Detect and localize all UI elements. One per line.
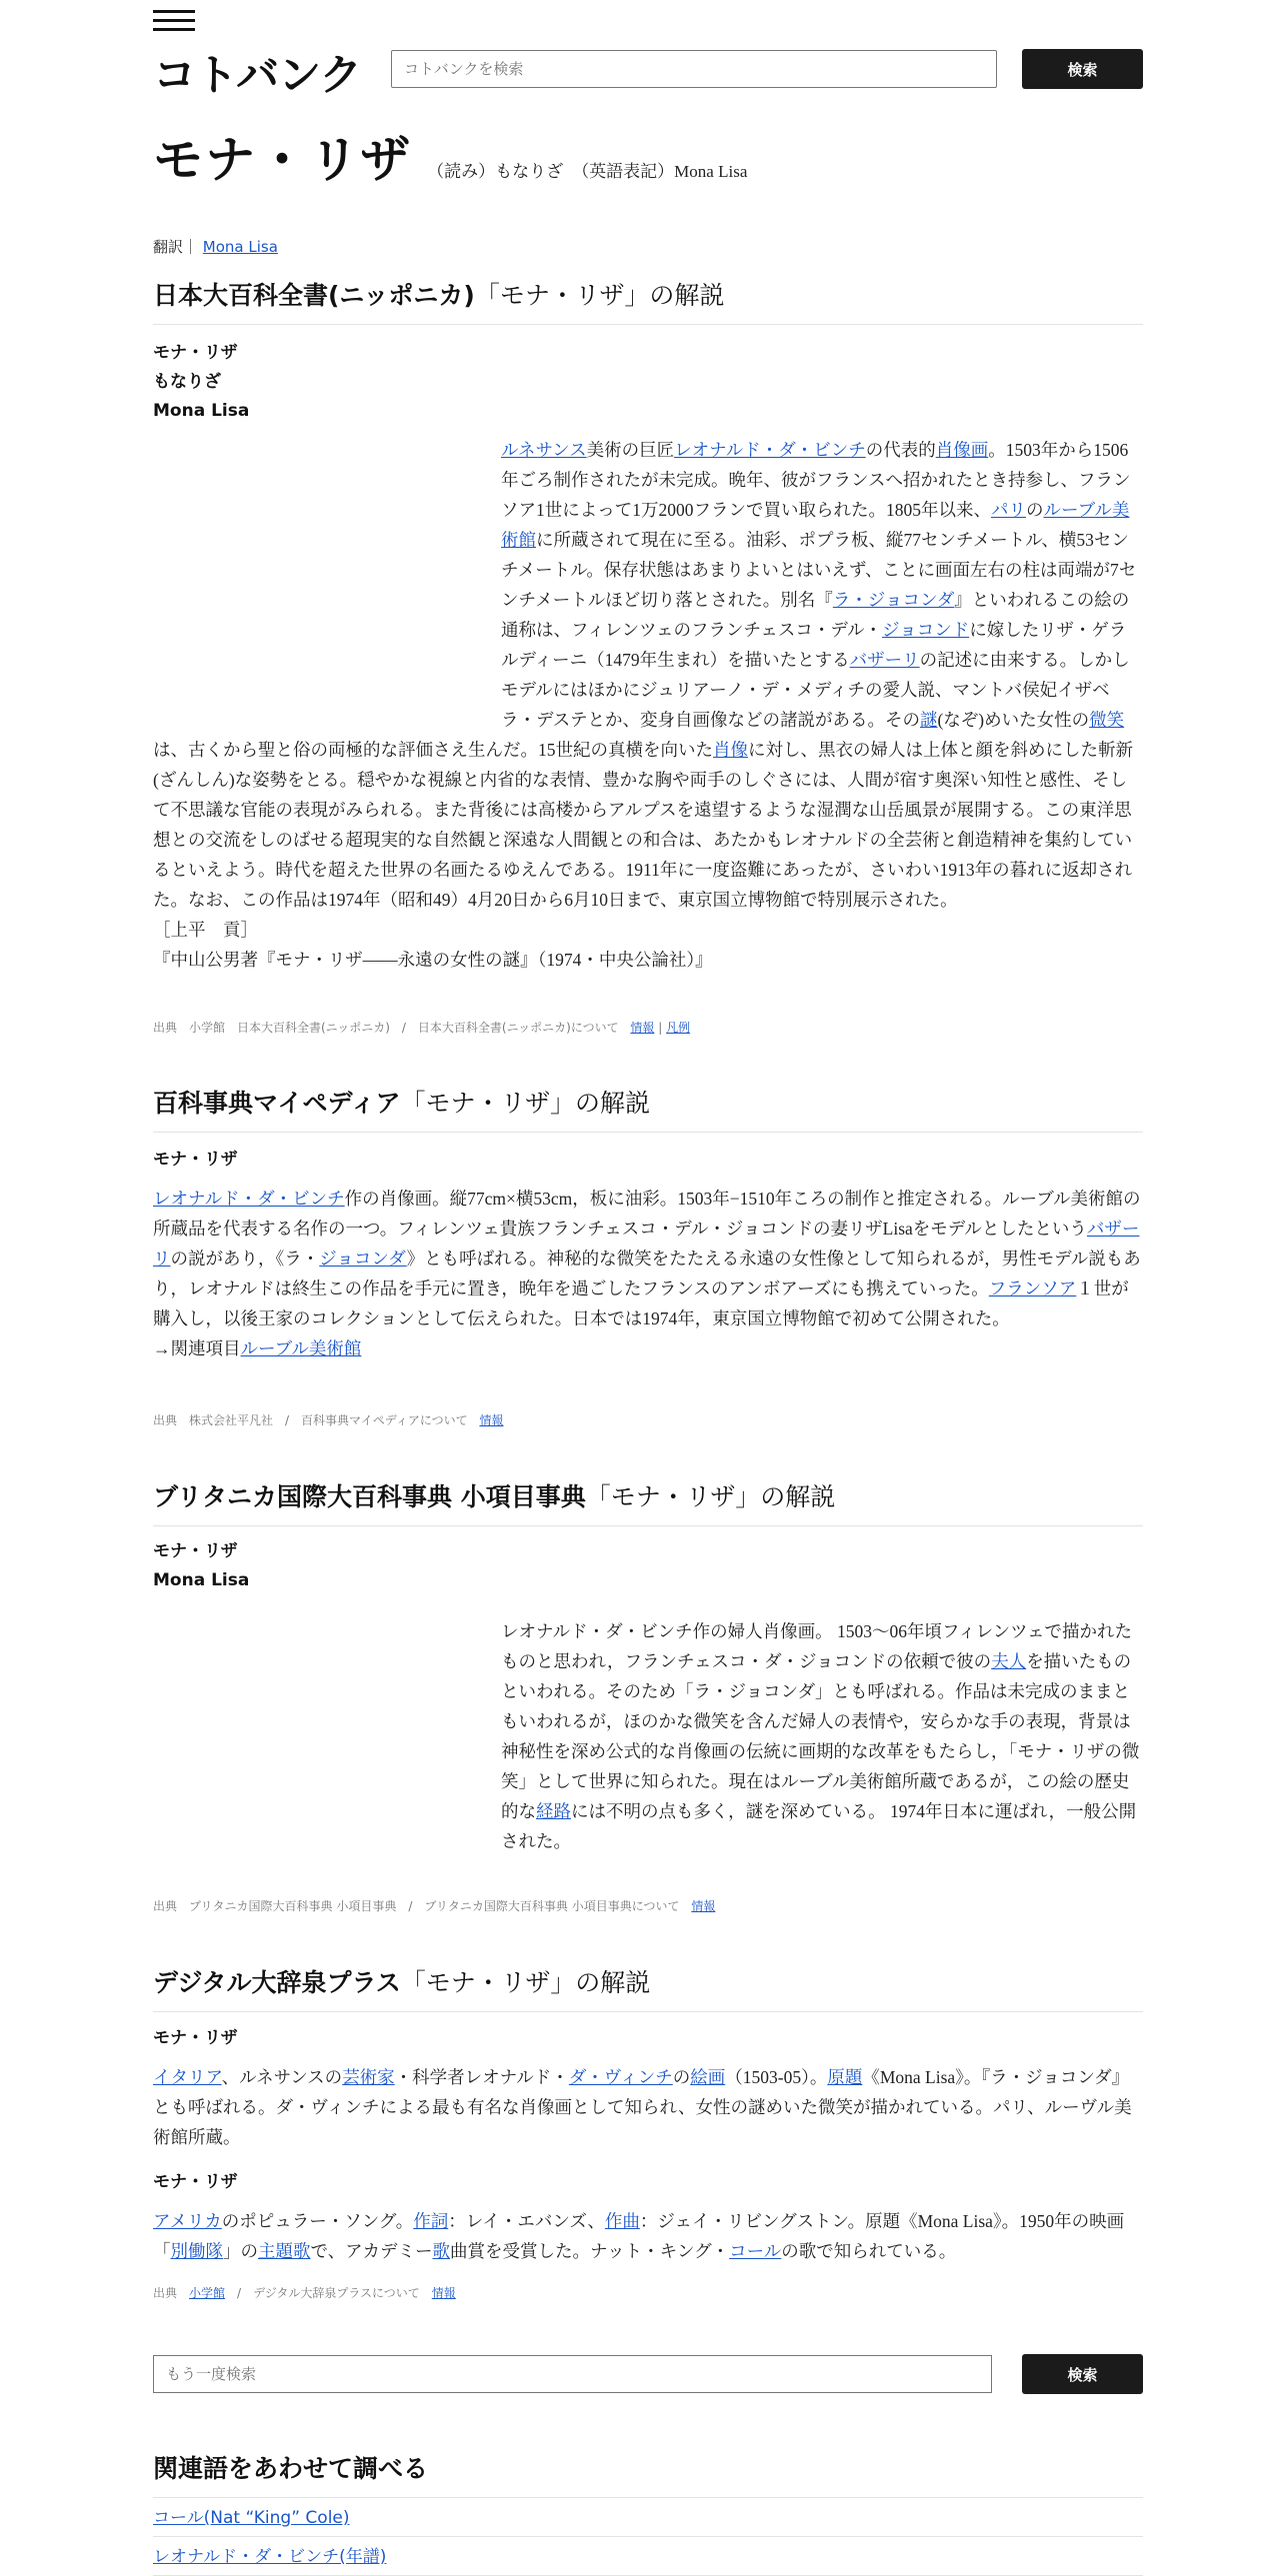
entry-body-painting xyxy=(153,2062,1143,2152)
entry-body-song xyxy=(153,2206,1143,2266)
body-text: (なぞ)めいた女性の xyxy=(937,710,1090,730)
link-song[interactable]: 歌 xyxy=(432,2241,450,2261)
source-info-link[interactable]: 情報 xyxy=(479,1413,504,1427)
body-text: 、ルネサンスの xyxy=(221,2067,343,2087)
link-cole[interactable]: コール xyxy=(729,2241,782,2261)
entry-author: ［上平 貢］ xyxy=(153,920,258,940)
section-heading-term: 「モナ・リザ」の解説 xyxy=(585,1482,836,1511)
source-text: 出典 xyxy=(153,2286,190,2300)
body-text: の記述に由来する。しかしモデルにはほかにジュリアーノ・デ・メディチの愛人説、マントバ侯妃イザベラ・デステとか、変身自画像などの諸説がある。その xyxy=(501,650,1130,730)
body-text: ：レイ・エバンズ、 xyxy=(448,2211,605,2231)
entry-body xyxy=(501,1616,1143,1856)
source-info-link[interactable]: 情報 xyxy=(691,1899,716,1913)
source-text: 出典 ブリタニカ国際大百科事典 小項目事典 / ブリタニカ国際大百科事典 小項目事典について xyxy=(153,1899,680,1913)
section-heading-term: 「モナ・リザ」の解説 xyxy=(400,1968,651,1997)
entry-headword: モナ・リザ xyxy=(153,343,238,363)
section-heading-mypedia xyxy=(153,1084,1143,1133)
section-heading-britannica xyxy=(153,1477,1143,1526)
body-text: レオナルド・ダ・ビンチ作の婦人肖像画。 1503～06年頃フィレンツェで描かれたものと思われ，フランチェスコ・ダ・ジョコンドの依頼で彼の xyxy=(501,1621,1132,1671)
related-prefix: →関連項目 xyxy=(153,1338,241,1358)
body-text: を描いたものといわれる。そのため「ラ・ジョコンダ」とも呼ばれる。作品は未完成のままともいわれるが，ほのかな微笑を含んだ婦人の表情や，安らかな手の表現，背景は神秘性を深め公式的な肖像画の伝統に画期的な改革をもたらし，「モナ・リザの微笑」として世界に知られた。現在はルーブル美術館所蔵であるが，この絵の歴史的な xyxy=(501,1651,1140,1821)
body-text: の説があり，《ラ・ xyxy=(170,1249,320,1269)
translation-link[interactable]: Mona Lisa xyxy=(202,238,278,256)
body-text: 」の xyxy=(223,2241,258,2261)
body-text: で、アカデミー xyxy=(310,2241,433,2261)
mypedia-entry xyxy=(153,1146,1143,1363)
body-text: 《Mona Lisa》。『ラ・ジョコンダ』とも呼ばれる。ダ・ヴィンチによる最も有名な肖像画として知られ、女性の謎めいた微笑が描かれている。パリ、ルーヴル美術館所蔵。 xyxy=(153,2067,1132,2147)
body-text: に対し、黒衣の婦人は上体と顔を斜めにした斬新(ざんしん)な姿勢をとる。穏やかな視線と内省的な表情、豊かな胸や両手のしぐさには、人間が宿す奥深い知性と感性、そして不思議な官能の表現がみられる。また背後には高楼からアルプスを遠望するような湿潤な山岳風景が展開する。この東洋思想との交流をしのばせる超現実的な自然観と深遠な人間観との和合は、あたかもレオナルドの全芸術と創造精神を集約しているといえよう。時代を超えた世界の名画たるゆえんである。1911年に一度盗難にあったが、さいわい1913年の暮れに返却された。なお、この作品は1974年（昭和49）4月20日から6月10日まで、東京国立博物館で特別展示された。 xyxy=(153,740,1133,910)
link-portrait[interactable]: 肖像画 xyxy=(935,440,989,460)
source-info-link[interactable]: 情報 xyxy=(431,2286,456,2300)
link-theme-song[interactable]: 主題歌 xyxy=(258,2241,311,2261)
body-text: のポピュラー・ソング。 xyxy=(221,2211,414,2231)
link-italy[interactable]: イタリア xyxy=(153,2067,222,2087)
source-text: 出典 小学館 日本大百科全書(ニッポニカ) / 日本大百科全書(ニッポニカ)について xyxy=(153,1021,619,1035)
body-text: の xyxy=(672,2067,691,2087)
section-heading-daijisen xyxy=(153,1963,1143,2012)
body-text: の xyxy=(1026,500,1044,520)
britannica-entry xyxy=(153,1537,1143,1856)
body-text: の歌で知られている。 xyxy=(781,2241,957,2261)
source-info-link[interactable]: 情報 xyxy=(630,1021,655,1035)
link-leonardo[interactable]: レオナルド・ダ・ビンチ xyxy=(674,440,866,460)
link-paris[interactable]: パリ xyxy=(991,500,1026,520)
source-line-nipponica xyxy=(153,1019,690,1036)
link-america[interactable]: アメリカ xyxy=(153,2211,222,2231)
link-bisho[interactable]: 微笑 xyxy=(1089,710,1125,730)
link-fujin[interactable]: 夫人 xyxy=(991,1651,1027,1671)
menu-icon[interactable] xyxy=(153,10,195,34)
source-line-mypedia xyxy=(153,1411,503,1428)
link-artist[interactable]: 芸術家 xyxy=(342,2067,395,2087)
entry-headword: モナ・リザ xyxy=(153,2172,238,2192)
section-heading-nipponica xyxy=(153,276,1143,325)
link-da-vinci[interactable]: ダ・ヴィンチ xyxy=(568,2067,673,2087)
link-painting[interactable]: 絵画 xyxy=(690,2067,726,2087)
entry-body xyxy=(153,435,1143,975)
source-separator: | xyxy=(654,1021,667,1035)
body-text: 曲賞を受賞した。ナット・キング・ xyxy=(449,2241,730,2261)
section-heading-source: 日本大百科全書(ニッポニカ) xyxy=(153,281,475,310)
title-reading: （読み）もなりざ xyxy=(427,162,564,181)
link-renaissance[interactable]: ルネサンス xyxy=(501,440,587,460)
entry-body xyxy=(153,1184,1143,1363)
link-vasari[interactable]: バザーリ xyxy=(849,650,920,670)
search-box[interactable] xyxy=(391,50,997,88)
source-line-daijisen xyxy=(153,2284,456,2301)
body-text: は、古くから聖と俗の両極的な評価さえ生んだ。15世紀の真横を向いた xyxy=(153,740,713,760)
entry-headword: モナ・リザ xyxy=(153,1150,238,1170)
entry-english: Mona Lisa xyxy=(153,1570,250,1590)
body-text: 美術の巨匠 xyxy=(586,440,675,460)
related-item[interactable] xyxy=(153,2542,1143,2576)
page-title-row xyxy=(153,120,747,192)
link-giocondo[interactable]: ジョコンド xyxy=(882,620,970,640)
section-heading-term: 「モナ・リザ」の解説 xyxy=(400,1089,651,1118)
body-text: ：ジェイ・リビングストン。原題《Mona Lisa》。1950年の映画「 xyxy=(153,2211,1125,2261)
section-heading-source: デジタル大辞泉プラス xyxy=(153,1968,401,1997)
related-link[interactable]: レオナルド・ダ・ビンチ(年譜) xyxy=(153,2547,387,2567)
body-text: に嫁したリザ・ゲラルディーニ（1479年生まれ）を描いたとする xyxy=(501,620,1127,670)
entry-reading: もなりざ xyxy=(153,372,221,392)
link-lyrics[interactable]: 作詞 xyxy=(413,2211,449,2231)
section-heading-term: 「モナ・リザ」の解説 xyxy=(474,281,725,310)
body-text: 作の肖像画。縦77cm×横53cm，板に油彩。1503年−1510年ころの制作と推定される。ルーブル美術館の所蔵品を代表する名作の一つ。フィレンツェ貴族フランチェスコ・デル・ジョコンドの妻リザLisaをモデルとしたという xyxy=(153,1189,1141,1239)
link-shozo[interactable]: 肖像 xyxy=(713,740,748,760)
page-title: モナ・リザ xyxy=(153,131,412,189)
link-la-gioconda[interactable]: ラ・ジョコンダ xyxy=(832,590,955,610)
entry-headword: モナ・リザ xyxy=(153,1541,238,1561)
link-composition[interactable]: 作曲 xyxy=(604,2211,640,2231)
translation-row xyxy=(153,236,278,257)
nipponica-entry xyxy=(153,339,1143,975)
body-text: に所蔵されて現在に至る。油彩、ポプラ板、縦77センチメートル、横53センチメートル。保存状態はあまりよいとはいえず、ことに画面左右の柱は両端が7センチメートルほど切り落とされた。別名『 xyxy=(501,530,1137,610)
related-heading: 関連語をあわせて調べる xyxy=(153,2449,1143,2498)
link-louvre[interactable]: ルーブル美術館 xyxy=(501,500,1130,550)
entry-english: Mona Lisa xyxy=(153,401,250,421)
body-text: 。1503年から1506年ごろ制作されたが未完成。晩年、彼がフランスへ招かれたとき持参し、フランソア1世によって1万2000フランで買い取られた。1805年以来、 xyxy=(501,440,1131,520)
body-text: 』といわれるこの絵の通称は、フィレンツェのフランチェスコ・デル・ xyxy=(501,590,1130,640)
entry-reference: 『中山公男著『モナ・リザ――永遠の女性の謎』（1974・中央公論社）』 xyxy=(153,950,713,970)
daijisen-entry xyxy=(153,2024,1143,2266)
section-heading-source: ブリタニカ国際大百科事典 小項目事典 xyxy=(153,1482,586,1511)
source-line-britannica xyxy=(153,1897,715,1914)
link-leonardo[interactable]: レオナルド・ダ・ビンチ xyxy=(153,1189,345,1209)
body-text: ・科学者レオナルド・ xyxy=(394,2067,569,2087)
body-text: 》とも呼ばれる。神秘的な微笑をたたえる永遠の女性像として知られるが，男性モデル説もあり，レオナルドは終生この作品を手元に置き，晩年を過ごしたフランスのアンボアーズにも携えていった。 xyxy=(153,1249,1141,1298)
translation-label: 翻訳｜ xyxy=(153,238,199,256)
search-again-box[interactable] xyxy=(153,2355,992,2393)
link-gioconda[interactable]: ジョコンダ xyxy=(319,1249,407,1269)
source-legend-link[interactable]: 凡例 xyxy=(666,1021,691,1035)
link-nazo[interactable]: 謎 xyxy=(919,710,938,730)
title-english: （英語表記）Mona Lisa xyxy=(572,162,748,181)
search-button[interactable]: 検索 xyxy=(1022,49,1143,89)
related-link[interactable]: コール(Nat “King” Cole) xyxy=(153,2508,350,2528)
body-text: １世が購入し，以後王家のコレクションとして伝えられた。日本では1974年，東京国立博物館で初めて公開された。 xyxy=(153,1279,1129,1328)
section-heading-source: 百科事典マイペディア xyxy=(153,1089,401,1118)
source-text: / デジタル大辞泉プラスについて xyxy=(225,2286,432,2300)
search-input[interactable] xyxy=(392,51,996,87)
related-item[interactable] xyxy=(153,2503,1143,2537)
link-keiro[interactable]: 経路 xyxy=(536,1801,571,1821)
search-again-button[interactable]: 検索 xyxy=(1022,2354,1143,2394)
source-text: 出典 株式会社平凡社 / 百科事典マイペディアについて xyxy=(153,1413,468,1427)
related-items xyxy=(153,1333,1143,1363)
body-text: （1503-05）。 xyxy=(725,2067,828,2087)
link-original-title[interactable]: 原題 xyxy=(827,2067,863,2087)
link-vasari[interactable]: バザーリ xyxy=(153,1219,1140,1269)
body-text: には不明の点も多く，謎を深めている。 1974年日本に運ばれ，一般公開された。 xyxy=(501,1801,1137,1851)
link-louvre[interactable]: ルーブル美術館 xyxy=(240,1338,362,1358)
search-again-input[interactable] xyxy=(154,2356,991,2392)
link-betsudotai[interactable]: 別働隊 xyxy=(170,2241,223,2261)
link-francois[interactable]: フランソア xyxy=(988,1279,1077,1298)
body-text: の代表的 xyxy=(865,440,936,460)
site-logo[interactable]: コトバンク xyxy=(153,51,362,101)
entry-headword: モナ・リザ xyxy=(153,2028,238,2048)
source-publisher-link[interactable]: 小学館 xyxy=(189,2286,226,2300)
